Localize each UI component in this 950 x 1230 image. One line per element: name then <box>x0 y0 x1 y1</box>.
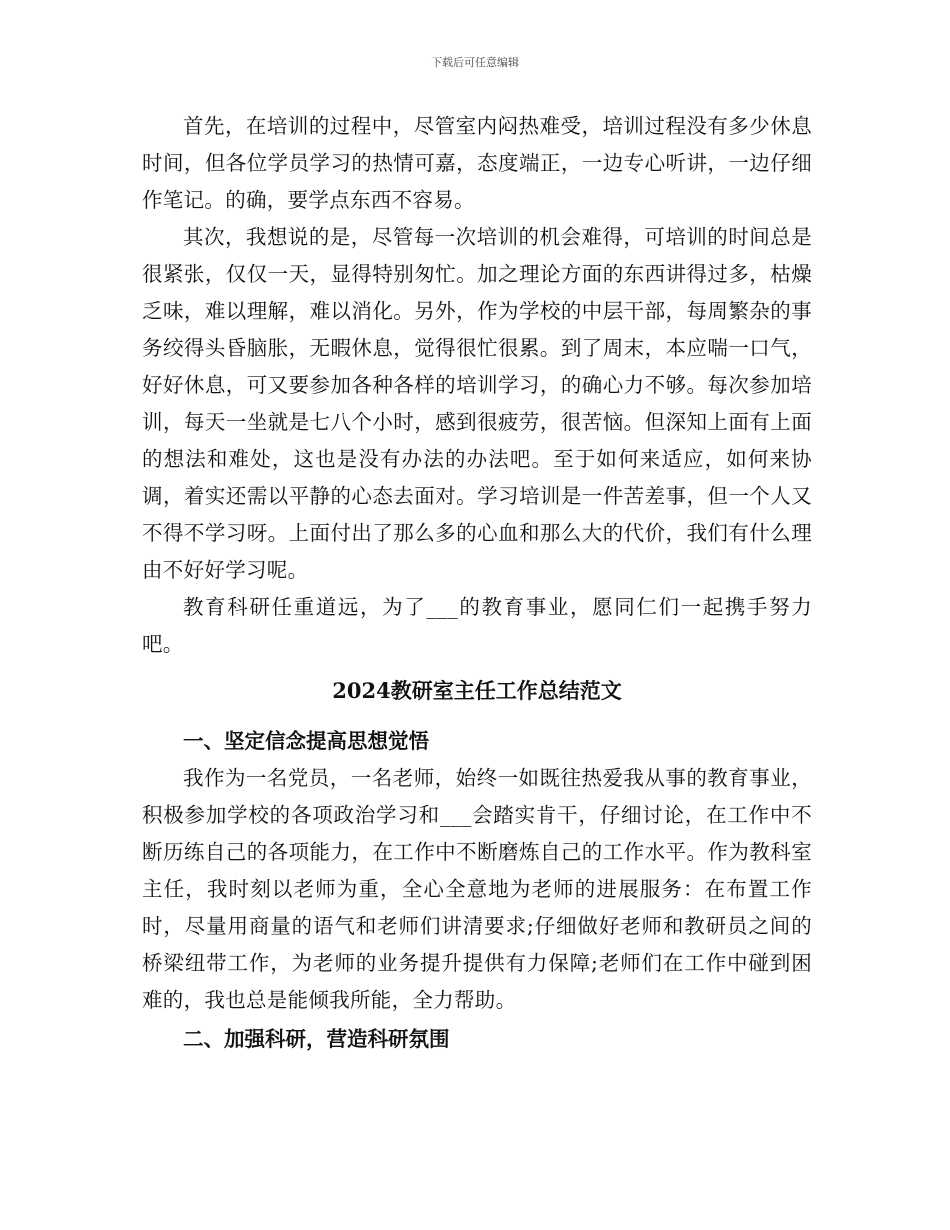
paragraph-third: 教育科研任重道远，为了___的教育事业，愿同仁们一起携手努力吧。 <box>142 595 812 656</box>
section-heading-2: 二、加强科研，营造科研氛围 <box>183 1027 450 1051</box>
document-body <box>142 108 812 1058</box>
paragraph-first: 首先，在培训的过程中，尽管室内闷热难受，培训过程没有多少休息时间，但各位学员学习的热情可嘉，态度端正，一边专心听讲，一边仔细作笔记。的确，要学点东西不容易。 <box>142 114 812 212</box>
document-title: 2024教研室主任工作总结范文 <box>332 678 622 703</box>
section-heading-1: 一、坚定信念提高思想觉悟 <box>183 729 429 753</box>
page-header: 下载后可任意编辑 <box>431 56 519 69</box>
paragraph-second: 其次，我想说的是，尽管每一次培训的机会难得，可培训的时间总是很紧张，仅仅一天，显得特别匆忙。加之理论方面的东西讲得过多，枯燥乏味，难以理解，难以消化。另外，作为学校的中层干部，每周繁杂的事务绞得头昏脑胀，无暇休息，觉得很忙很累。到了周末，本应喘一口气，好好休息，可又要参加各种各样的培训学习，的确心力不够。每次参加培训，每天一坐就是七八个小时，感到很疲劳，很苦恼。但深知上面有上面的想法和难处，这也是没有办法的办法吧。至于如何来适应，如何来协调，着实还需以平静的心态去面对。学习培训是一件苦差事，但一个人又不得不学习呀。上面付出了那么多的心血和那么大的代价，我们有什么理由不好好学习呢。 <box>142 225 812 582</box>
section-body-1: 我作为一名党员，一名老师，始终一如既往热爱我从事的教育事业，积极参加学校的各项政治学习和___会踏实肯干，仔细讨论，在工作中不断历练自己的各项能力，在工作中不断磨炼自己的工作水平。作为教科室主任，我时刻以老师为重，全心全意地为老师的进展服务：在布置工作时，尽量用商量的语气和老师们讲清要求;仔细做好老师和教研员之间的桥梁纽带工作，为老师的业务提升提供有力保障;老师们在工作中碰到困难的，我也总是能倾我所能，全力帮助。 <box>142 766 812 1012</box>
